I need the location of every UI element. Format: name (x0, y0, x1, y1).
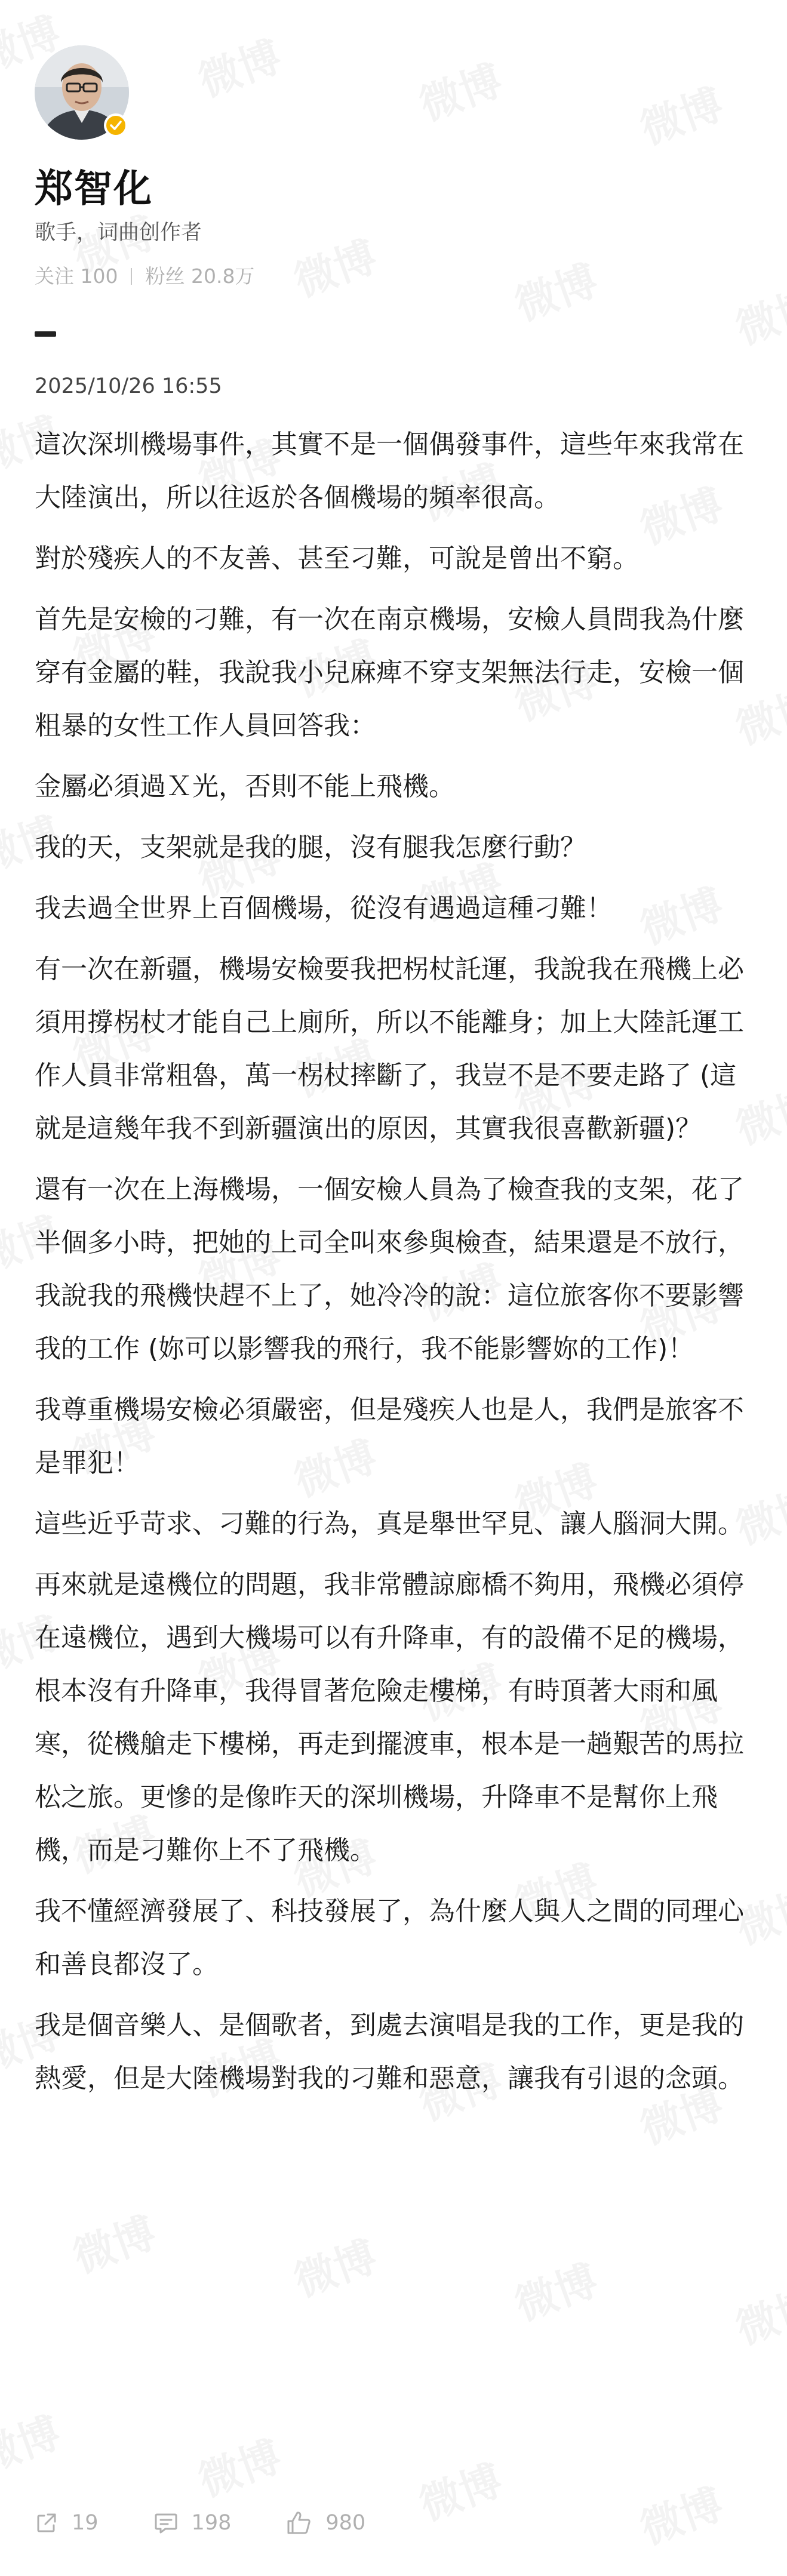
post-paragraph: 我尊重機場安檢必須嚴密，但是殘疾人也是人，我們是旅客不是罪犯！ (35, 1395, 744, 1478)
like-button[interactable] (286, 2510, 365, 2535)
thumbs-up-icon (286, 2510, 312, 2535)
share-count: 19 (72, 2511, 99, 2535)
profile-stats (35, 261, 254, 289)
post-body (35, 418, 751, 2113)
watermark-mark (631, 71, 730, 156)
watermark-mark (506, 2247, 605, 2332)
watermark-mark (285, 2223, 384, 2309)
comment-count: 198 (191, 2511, 232, 2535)
profile-name[interactable]: 郑智化 (35, 167, 153, 211)
post-paragraph: 我的天，支架就是我的腿，沒有腿我怎麼行動？ (35, 832, 586, 863)
watermark-mark (64, 2199, 163, 2285)
comment-icon (153, 2511, 179, 2535)
profile-bio: 歌手，词曲创作者 (35, 221, 202, 245)
post-paragraph: 這次深圳機場事件，其實不是一個偶發事件，這些年來我常在大陸演出，所以往返於各個機場的頻率很高。 (35, 429, 744, 513)
post-actions-bar (35, 2510, 420, 2535)
section-divider (35, 331, 56, 337)
followers-count[interactable]: 粉丝 20.8万 (145, 264, 255, 288)
following-count[interactable]: 关注 100 (35, 264, 118, 288)
watermark-mark (631, 2471, 730, 2556)
post-paragraph: 首先是安檢的刁難，有一次在南京機場，安檢人員問我為什麼穿有金屬的鞋，我說我小兒麻痺不穿支架無法行走，安檢一個粗暴的女性工作人員回答我： (35, 604, 744, 741)
share-button[interactable] (35, 2511, 99, 2535)
watermark-mark (727, 2271, 787, 2356)
watermark-mark (0, 2399, 67, 2485)
post-paragraph: 金屬必須過Ｘ光，否則不能上飛機。 (35, 771, 455, 802)
post-paragraph: 這些近乎苛求、刁難的行為，真是舉世罕見、讓人腦洞大開。 (35, 1509, 744, 1539)
post-paragraph: 對於殘疾人的不友善、甚至刁難，可說是曾出不窮。 (35, 543, 639, 574)
watermark-mark (285, 223, 384, 309)
verified-badge-icon (104, 113, 128, 137)
post-paragraph: 我是個音樂人、是個歌者，到處去演唱是我的工作，更是我的熱愛，但是大陸機場對我的刁難和惡意，讓我有引退的念頭。 (35, 2010, 744, 2094)
watermark-mark (727, 271, 787, 356)
watermark-mark (189, 2423, 288, 2509)
post-paragraph: 我去過全世界上百個機場，從沒有遇過這種刁難！ (35, 893, 613, 924)
post-paragraph: 我不懂經濟發展了、科技發展了，為什麼人與人之間的同理心和善良都沒了。 (35, 1896, 744, 1980)
watermark-mark (410, 2447, 509, 2532)
post-date: 2025/10/26 16:55 (35, 374, 222, 398)
post-paragraph: 有一次在新疆，機場安檢要我把柺杖託運，我說我在飛機上必須用撐柺杖才能自己上廁所，所以不能離身；加上大陸託運工作人員非常粗魯，萬一柺杖摔斷了，我豈不是不要走路了 (這就是這幾年我不到新疆演出的原因，其實我很喜歡新疆)？ (35, 954, 744, 1144)
watermark-mark (506, 247, 605, 333)
post-paragraph: 再來就是遠機位的問題，我非常體諒廊橋不夠用，飛機必須停在遠機位，遇到大機場可以有升降車，有的設備不足的機場，根本沒有升降車，我得冒著危險走樓梯，有時頂著大雨和風寒，從機艙走下樓梯，再走到擺渡車，根本是一趟艱苦的馬拉松之旅。更慘的是像昨天的深圳機場，升降車不是幫你上飛機，而是刁難你上不了飛機。 (35, 1569, 744, 1866)
stats-divider (131, 268, 132, 285)
watermark-mark (410, 47, 509, 133)
watermark-mark (189, 23, 288, 109)
like-count: 980 (325, 2511, 366, 2535)
post-paragraph: 還有一次在上海機場，一個安檢人員為了檢查我的支架，花了半個多小時，把她的上司全叫來參與檢查，結果還是不放行，我說我的飛機快趕不上了，她冷冷的說：這位旅客你不要影響我的工作 (妳可以影響我的飛行，我不能影響妳的工作)！ (35, 1174, 744, 1364)
comment-button[interactable] (153, 2511, 232, 2535)
share-icon (35, 2511, 59, 2535)
